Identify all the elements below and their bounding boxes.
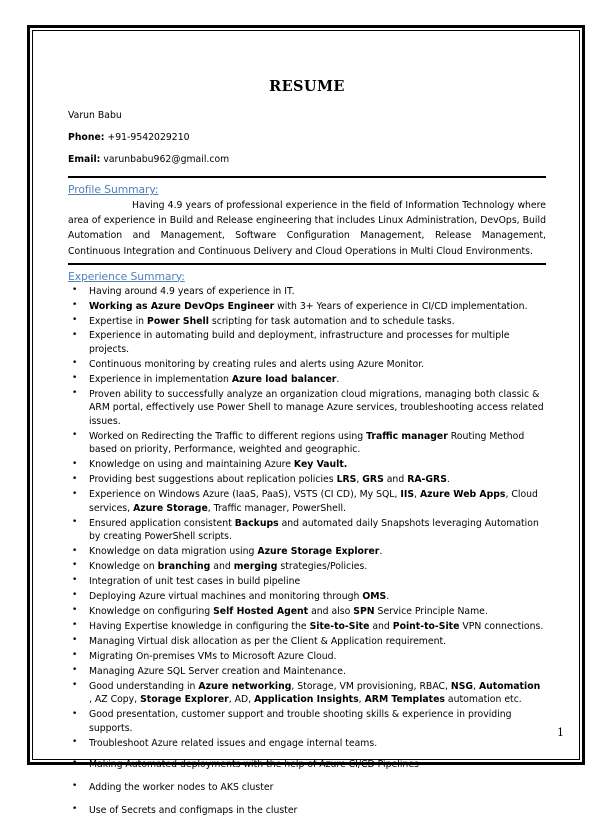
email-value: varunbabu962@gmail.com xyxy=(100,153,230,165)
experience-bullet: • Experience in implementation Azure load balancer. xyxy=(68,373,546,386)
experience-bullet: • Managing Virtual disk allocation as per the Client & Application requirement. xyxy=(68,635,546,648)
experience-bullet: • Use of Secrets and configmaps in the cluster xyxy=(68,804,546,817)
email-label: Email: xyxy=(68,153,101,165)
experience-bullet: • Expertise in Power Shell scripting for task automation and to schedule tasks. xyxy=(68,315,546,328)
divider-above-experience xyxy=(68,263,546,265)
candidate-name: Varun Babu xyxy=(68,110,122,121)
experience-bullet: • Knowledge on using and maintaining Azure Key Vault. xyxy=(68,458,546,471)
resume-body xyxy=(68,60,546,826)
contact-phone xyxy=(68,133,546,142)
experience-bullet: • Knowledge on data migration using Azure Storage Explorer. xyxy=(68,545,546,558)
experience-bullet: • Managing Azure SQL Server creation and Maintenance. xyxy=(68,665,546,678)
section-heading-profile-summary: Profile Summary: xyxy=(68,183,159,197)
experience-bullet: • Troubleshoot Azure related issues and engage internal teams. xyxy=(68,737,546,750)
experience-bullet: • Good presentation, customer support and trouble shooting skills & experience in providing supports. xyxy=(68,708,546,735)
experience-bullet: • Proven ability to successfully analyze an organization cloud migrations, managing both classic & ARM portal, effectively use Power Shell to manage Azure services, troubleshooting access related issues. xyxy=(68,388,546,428)
page-number: 1 xyxy=(557,726,564,739)
phone-label: Phone: xyxy=(68,131,105,143)
experience-bullet: • Making Automated deployments with the help of Azure CI/CD Pipelines xyxy=(68,758,546,771)
experience-bullet: • Having Expertise knowledge in configuring the Site-to-Site and Point-to-Site VPN connections. xyxy=(68,620,546,633)
experience-bullet: • Experience on Windows Azure (IaaS, PaaS), VSTS (CI CD), My SQL, IIS, Azure Web Apps, Cloud services, Azure Storage, Traffic manager, PowerShell. xyxy=(68,488,546,515)
experience-bullet: • Migrating On-premises VMs to Microsoft Azure Cloud. xyxy=(68,650,546,663)
experience-summary-list xyxy=(68,285,546,817)
experience-bullet: • Adding the worker nodes to AKS cluster xyxy=(68,781,546,794)
experience-bullet: • Deploying Azure virtual machines and monitoring through OMS. xyxy=(68,590,546,603)
experience-bullet: • Integration of unit test cases in build pipeline xyxy=(68,575,546,588)
experience-bullet: • Experience in automating build and deployment, infrastructure and processes for multiple projects. xyxy=(68,329,546,356)
experience-bullet: • Continuous monitoring by creating rules and alerts using Azure Monitor. xyxy=(68,358,546,371)
experience-bullet: • Providing best suggestions about replication policies LRS, GRS and RA-GRS. xyxy=(68,473,546,486)
profile-summary-paragraph: Having 4.9 years of professional experience in the field of Information Technology where area of experience in Build and Release engineering that includes Linux Administration, DevOps, Build Automation and Management, Software Configuration Management, Release Management, Continuous Integration and Continuous Delivery and Cloud Operations in Multi Cloud Environments. xyxy=(68,200,546,257)
section-heading-experience-summary: Experience Summary: xyxy=(68,269,185,283)
experience-bullet: • Good understanding in Azure networking, Storage, VM provisioning, RBAC, NSG, Automation , AZ Copy, Storage Explorer, AD, Application Insights, ARM Templates automation etc. xyxy=(68,680,546,707)
experience-bullet: • Worked on Redirecting the Traffic to different regions using Traffic manager Routing Method based on priority, Performance, weighted and geographic. xyxy=(68,430,546,457)
experience-bullet: • Knowledge on configuring Self Hosted Agent and also SPN Service Principle Name. xyxy=(68,605,546,618)
experience-bullet: • Having around 4.9 years of experience in IT. xyxy=(68,285,546,298)
contact-email xyxy=(68,155,546,164)
phone-value: +91-9542029210 xyxy=(104,131,190,143)
experience-bullet: • Working as Azure DevOps Engineer with 3+ Years of experience in CI/CD implementation. xyxy=(68,300,546,313)
divider-above-profile xyxy=(68,176,546,178)
page-title: RESUME xyxy=(269,78,345,95)
experience-bullet: • Ensured application consistent Backups and automated daily Snapshots leveraging Automation by creating PowerShell scripts. xyxy=(68,517,546,544)
experience-bullet: • Knowledge on branching and merging strategies/Policies. xyxy=(68,560,546,573)
